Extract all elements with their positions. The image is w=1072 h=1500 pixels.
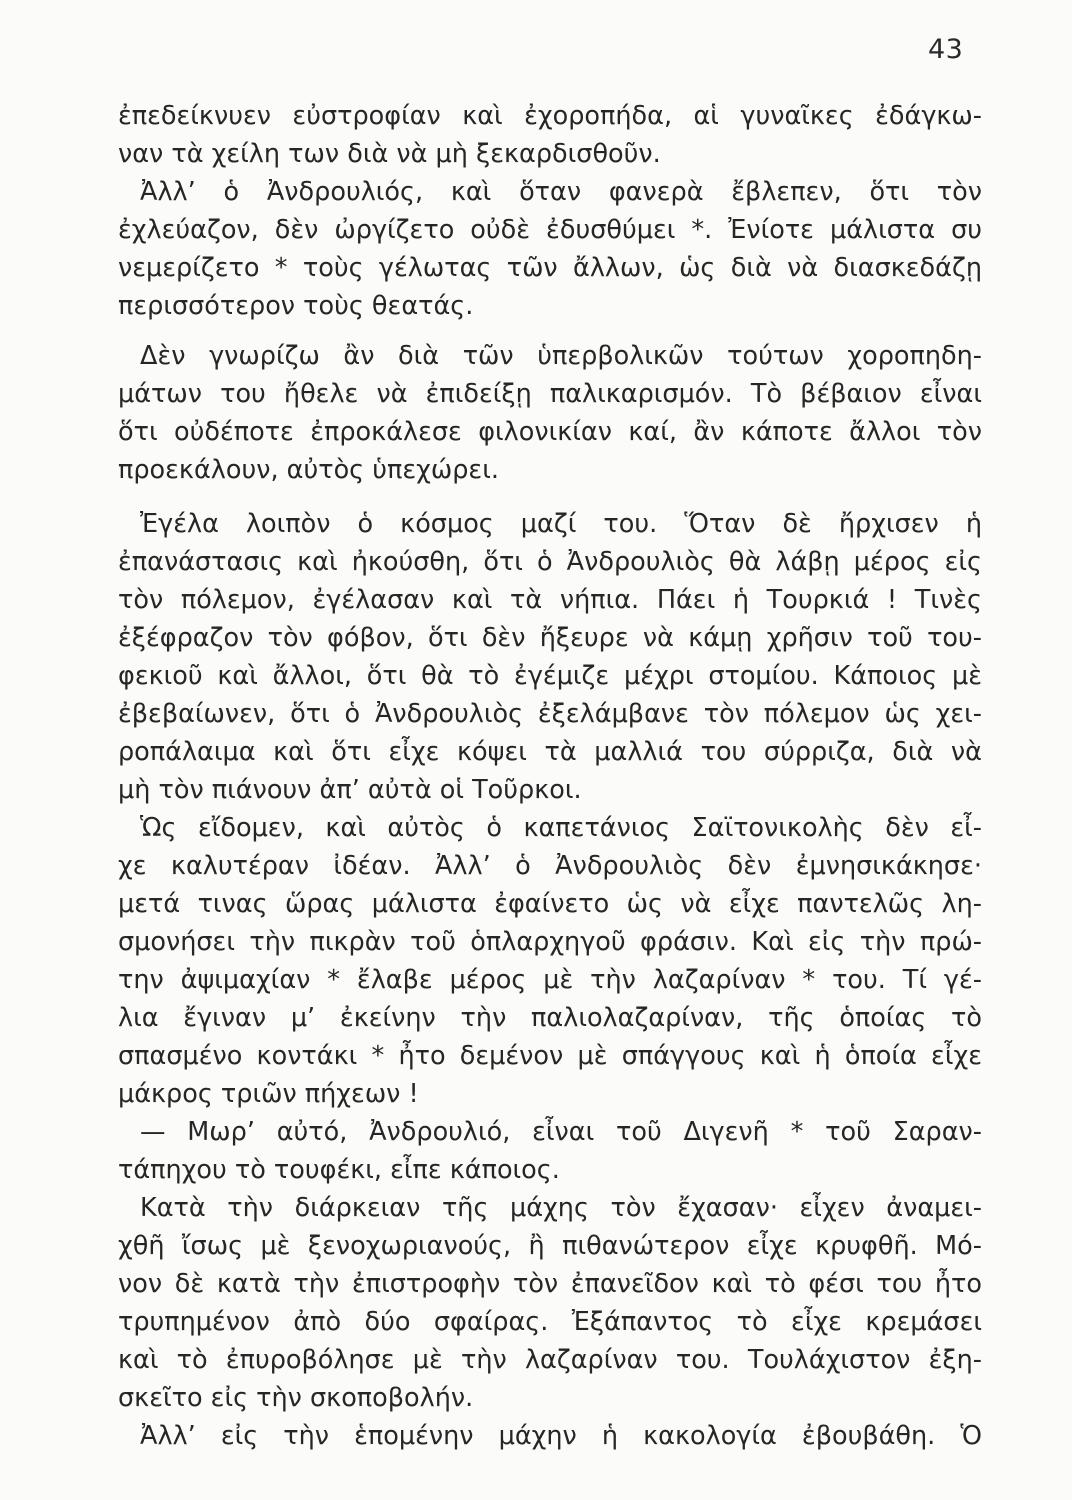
text-line: μὴ τὸν πιάνουν ἀπ’ αὐτὰ οἱ Τοῦρκοι. bbox=[118, 775, 582, 805]
text-line: ροπάλαιμα καὶ ὅτι εἶχε κόψει τὰ μαλλιά του σύρριζα, διὰ νὰ bbox=[118, 737, 982, 767]
text-line: χε καλυτέραν ἰδέαν. Ἀλλ’ ὁ Ἀνδρουλιὸς δὲν ἐμνησικάκησε· bbox=[118, 851, 982, 881]
text-line: ναν τὰ χείλη των διὰ νὰ μὴ ξεκαρδισθοῦν. bbox=[118, 139, 661, 169]
text-line: μετά τινας ὥρας μάλιστα ἐφαίνετο ὡς νὰ εἶχε παντελῶς λη- bbox=[118, 889, 982, 919]
text-line: ἐξέφραζον τὸν φόβον, ὅτι δὲν ἤξευρε νὰ κάμῃ χρῆσιν τοῦ του- bbox=[118, 623, 982, 653]
text-line: φεκιοῦ καὶ ἄλλοι, ὅτι θὰ τὸ ἐγέμιζε μέχρι στομίου. Κάποιος μὲ bbox=[118, 661, 982, 691]
text-line: Δὲν γνωρίζω ἂν διὰ τῶν ὑπερβολικῶν τούτων χοροπηδη- bbox=[140, 341, 982, 371]
page-number: 43 bbox=[928, 34, 964, 65]
text-line: ἐπεδείκνυεν εὐστροφίαν καὶ ἐχοροπήδα, αἱ γυναῖκες ἐδάγκω- bbox=[118, 101, 982, 131]
text-line: ὅτι οὐδέποτε ἐπροκάλεσε φιλονικίαν καί, ἂν κάποτε ἄλλοι τὸν bbox=[118, 417, 982, 447]
text-line: ἐχλεύαζον, δὲν ὠργίζετο οὐδὲ ἐδυσθύμει *. Ἐνίοτε μάλιστα συ bbox=[118, 215, 982, 245]
text-line: — Μωρ’ αὐτό, Ἀνδρουλιό, εἶναι τοῦ Διγενῆ * τοῦ Σαραν- bbox=[140, 1117, 982, 1147]
text-line: ἐβεβαίωνεν, ὅτι ὁ Ἀνδρουλιὸς ἐξελάμβανε τὸν πόλεμον ὡς χει- bbox=[118, 699, 982, 729]
text-line: Ὡς εἴδομεν, καὶ αὐτὸς ὁ καπετάνιος Σαϊτονικολὴς δὲν εἶ- bbox=[140, 813, 982, 843]
text-line: χθῆ ἴσως μὲ ξενοχωριανούς, ἢ πιθανώτερον εἶχε κρυφθῆ. Μό- bbox=[118, 1231, 982, 1261]
text-line: λια ἔγιναν μ’ ἐκείνην τὴν παλιολαζαρίναν, τῆς ὁποίας τὸ bbox=[118, 1003, 982, 1033]
text-line: νεμερίζετο * τοὺς γέλωτας τῶν ἄλλων, ὡς διὰ νὰ διασκεδάζῃ bbox=[118, 253, 982, 283]
text-line: σκεῖτο εἰς τὴν σκοποβολήν. bbox=[118, 1383, 474, 1413]
text-line: τάπηχου τὸ τουφέκι, εἶπε κάποιος. bbox=[118, 1155, 560, 1185]
text-line: τὸν πόλεμον, ἐγέλασαν καὶ τὰ νήπια. Πάει ἡ Τουρκιά ! Τινὲς bbox=[118, 585, 982, 615]
text-line: την ἀψιμαχίαν * ἔλαβε μέρος μὲ τὴν λαζαρίναν * του. Τί γέ- bbox=[118, 965, 982, 995]
text-line: τρυπημένον ἀπὸ δύο σφαίρας. Ἐξάπαντος τὸ εἶχε κρεμάσει bbox=[118, 1307, 982, 1337]
text-line: ἐπανάστασις καὶ ἠκούσθη, ὅτι ὁ Ἀνδρουλιὸς θὰ λάβῃ μέρος εἰς bbox=[118, 547, 982, 577]
text-line: καὶ τὸ ἐπυροβόλησε μὲ τὴν λαζαρίναν του. Τουλάχιστον ἐξη- bbox=[118, 1345, 982, 1375]
text-line: νον δὲ κατὰ τὴν ἐπιστροφὴν τὸν ἐπανεῖδον καὶ τὸ φέσι του ἦτο bbox=[118, 1269, 982, 1299]
text-line: προεκάλουν, αὐτὸς ὑπεχώρει. bbox=[118, 455, 499, 485]
text-line: Ἀλλ’ ὁ Ἀνδρουλιός, καὶ ὅταν φανερὰ ἔβλεπεν, ὅτι τὸν bbox=[140, 177, 982, 207]
text-line: μάτων του ἤθελε νὰ ἐπιδείξῃ παλικαρισμόν. Τὸ βέβαιον εἶναι bbox=[118, 379, 982, 409]
text-line: μάκρος τριῶν πήχεων ! bbox=[118, 1079, 419, 1109]
text-line: Ἀλλ’ εἰς τὴν ἑπομένην μάχην ἡ κακολογία ἐβουβάθη. Ὁ bbox=[140, 1421, 982, 1451]
text-line: Κατὰ τὴν διάρκειαν τῆς μάχης τὸν ἔχασαν· εἶχεν ἀναμει- bbox=[140, 1193, 982, 1223]
text-line: περισσότερον τοὺς θεατάς. bbox=[118, 291, 474, 321]
text-line: σμονήσει τὴν πικρὰν τοῦ ὁπλαρχηγοῦ φράσιν. Καὶ εἰς τὴν πρώ- bbox=[118, 927, 982, 957]
text-line: σπασμένο κοντάκι * ἦτο δεμένον μὲ σπάγγους καὶ ἡ ὁποία εἶχε bbox=[118, 1041, 982, 1071]
text-line: Ἐγέλα λοιπὸν ὁ κόσμος μαζί του. Ὅταν δὲ ἤρχισεν ἡ bbox=[140, 509, 982, 539]
